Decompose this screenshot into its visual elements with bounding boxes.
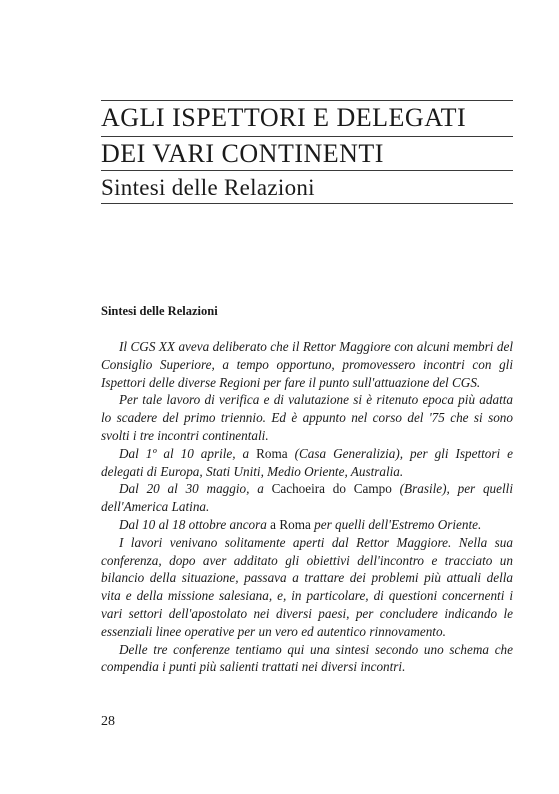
paragraph-3-place: Roma (256, 445, 288, 461)
title-line-2: DEI VARI CONTINENTI (101, 139, 384, 168)
paragraph-7: Delle tre conferenze tentiamo qui una sintesi secondo uno schema che compendia i punti più salienti trattati nei diversi incontri. (101, 641, 513, 675)
paragraph-2: Per tale lavoro di verifica e di valutazione si è ritenuto epoca più adatta lo scadere del primo triennio. Ed è appunto nel corso del '75 che si sono svolti i tre incontri continentali. (101, 392, 513, 443)
paragraph-4-place: Cachoeira do Campo (263, 481, 400, 497)
paragraph-5-part-b: a (270, 516, 277, 532)
paragraph-5 (101, 516, 513, 534)
page-number: 28 (101, 714, 115, 729)
paragraph-1: Il CGS XX aveva deliberato che il Rettor Maggiore con alcuni membri del Consiglio Superiore, a tempo opportuno, promovessero incontri con gli Ispettori delle diverse Regioni per fare il punto sull'attuazione del CGS. (101, 339, 513, 390)
rule-after-line-2 (101, 170, 513, 171)
title-line-1: AGLI ISPETTORI E DELEGATI (101, 103, 467, 132)
paragraph-3-part-a: Dal 1º al 10 aprile, a (119, 445, 257, 461)
paragraph-4-part-d: (Brasile), per quelli dell'America Latina. (101, 481, 513, 515)
paragraph-3-venue: Casa Generalizia (299, 445, 396, 461)
paragraph-5-part-d: per quelli dell'Estremo Oriente. (314, 516, 482, 532)
paragraph-4-part-b: a (257, 481, 264, 497)
paragraph-5-place: Roma (276, 516, 315, 532)
paragraph-3 (101, 445, 513, 481)
body-text (101, 338, 513, 676)
rule-bottom (101, 203, 513, 204)
paragraph-3-part-c: ( (287, 445, 300, 461)
rule-after-line-1 (101, 136, 513, 137)
paragraph-5-part-a: Dal 10 al 18 ottobre ancora (119, 516, 271, 532)
subtitle: Sintesi delle Relazioni (101, 175, 315, 200)
paragraph-6: I lavori venivano solitamente aperti dal Rettor Maggiore. Nella sua conferenza, dopo aver additato gli obiettivi dell'incontro e tracciato un bilancio della situazione, passava a trattare dei problemi più attuali della vita e della missione salesiana, e, in particolare, di questioni concernenti i vari settori dell'apostolato nei diversi paesi, per concludere indicando le essenziali linee operative per un vero ed autentico rinnovamento. (101, 534, 513, 639)
paragraph-3-part-e: ), per gli Ispettori e delegati di Europa, Stati Uniti, Medio Oriente, Australia. (101, 445, 513, 479)
paragraph-4 (101, 480, 513, 516)
section-heading: Sintesi delle Relazioni (101, 304, 218, 318)
paragraph-4-part-a: Dal 20 al 30 maggio, (119, 481, 258, 497)
rule-top (101, 100, 513, 101)
